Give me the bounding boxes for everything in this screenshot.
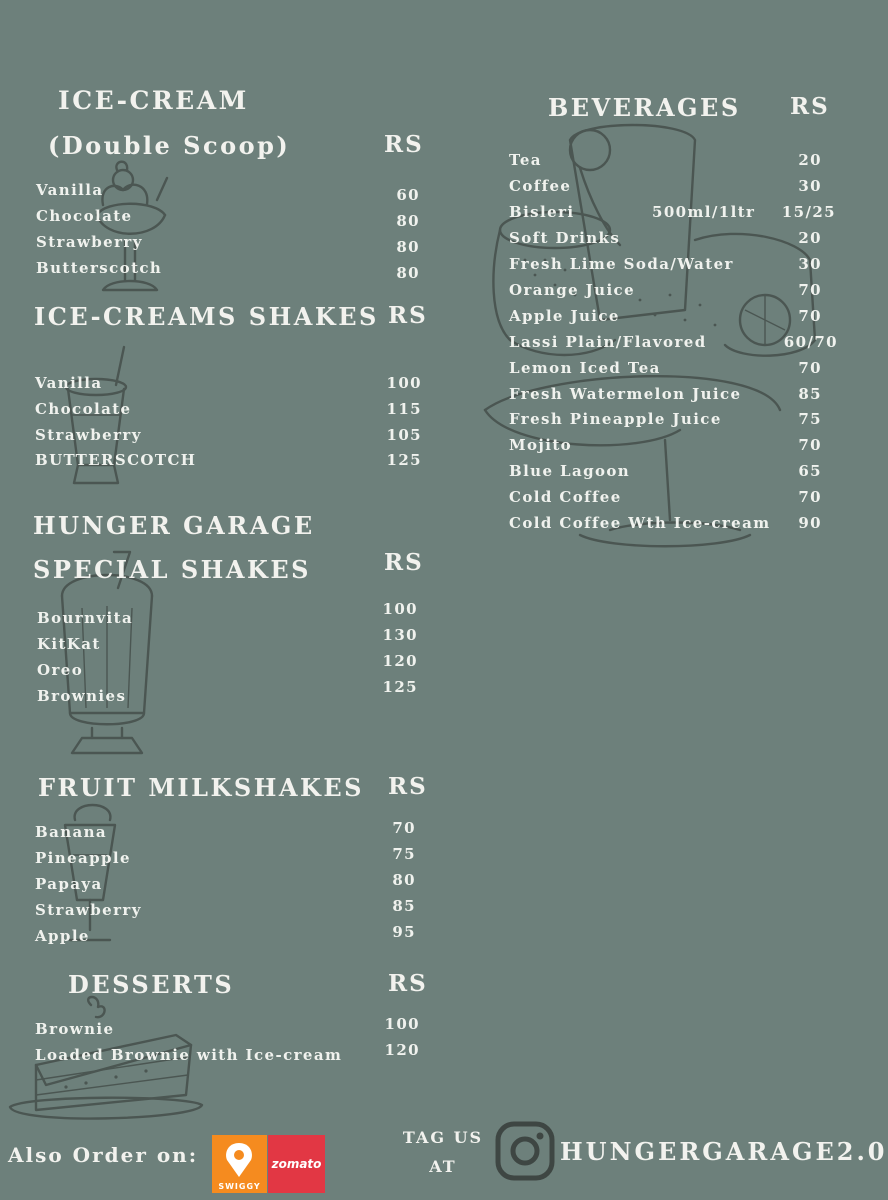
list-item: Butterscotch (36, 259, 163, 277)
list-item: Brownies (37, 687, 127, 705)
beverages-rs: RS (790, 93, 830, 120)
list-price: 30 (798, 255, 822, 273)
list-price: 85 (798, 385, 822, 403)
list-item: Strawberry (35, 901, 142, 919)
list-item: Fresh Watermelon Juice (509, 385, 742, 403)
tag-us-text: TAG US (402, 1128, 484, 1147)
list-item: Oreo (37, 661, 84, 679)
zomato-logo[interactable] (268, 1135, 325, 1193)
desserts-title: DESSERTS (68, 970, 235, 999)
instagram-icon[interactable] (494, 1120, 556, 1182)
list-item: Bournvita (37, 609, 134, 627)
list-price: 125 (386, 451, 422, 469)
list-price: 115 (386, 400, 422, 418)
list-price: 120 (384, 1041, 420, 1059)
list-item: Vanilla (36, 181, 104, 199)
cake-illustration (6, 995, 206, 1139)
list-price: 30 (798, 177, 822, 195)
fruit-rs: RS (388, 773, 428, 800)
list-price: 70 (798, 488, 822, 506)
list-price: 100 (382, 600, 418, 618)
beverages-title: BEVERAGES (548, 93, 741, 122)
list-item: Chocolate (35, 400, 132, 418)
list-item: Bisleri (509, 203, 575, 221)
list-item-size: 500ml/1ltr (652, 203, 756, 221)
list-price: 90 (798, 514, 822, 532)
list-price: 20 (798, 151, 822, 169)
list-item: Strawberry (35, 426, 142, 444)
list-item: Pineapple (35, 849, 131, 867)
zomato-label: zomato (271, 1157, 322, 1171)
list-item: Apple (35, 927, 90, 945)
list-item: Mojito (509, 436, 573, 454)
list-item: Loaded Brownie with Ice-cream (35, 1046, 343, 1064)
list-item: Chocolate (36, 207, 133, 225)
list-price: 105 (386, 426, 422, 444)
list-item: Orange Juice (509, 281, 636, 299)
list-price: 85 (392, 897, 416, 915)
special-title: HUNGER GARAGE (33, 511, 315, 540)
list-item: Cold Coffee (509, 488, 622, 506)
list-price: 20 (798, 229, 822, 247)
list-price: 100 (384, 1015, 420, 1033)
list-item: Lassi Plain/Flavored (509, 333, 707, 351)
list-price: 60/70 (783, 333, 838, 351)
list-item: Papaya (35, 875, 103, 893)
list-item: Fresh Pineapple Juice (509, 410, 722, 428)
shakes-rs: RS (388, 302, 428, 329)
list-item: Banana (35, 823, 108, 841)
swiggy-icon (212, 1137, 267, 1181)
list-price: 70 (798, 436, 822, 454)
list-item: KitKat (37, 635, 101, 653)
list-price: 70 (798, 359, 822, 377)
list-price: 95 (392, 923, 416, 941)
list-price: 70 (798, 281, 822, 299)
list-price: 80 (392, 871, 416, 889)
list-item: Cold Coffee Wth Ice-cream (509, 514, 771, 532)
list-price: 70 (798, 307, 822, 325)
swiggy-logo[interactable] (212, 1135, 267, 1193)
list-price: 80 (396, 264, 420, 282)
milkshake-illustration (64, 345, 144, 494)
list-item: Lemon Iced Tea (509, 359, 661, 377)
icecream-rs: RS (384, 131, 424, 158)
icecream-subtitle: (Double Scoop) (48, 131, 291, 160)
list-item: Tea (509, 151, 542, 169)
list-price: 70 (392, 819, 416, 837)
list-price: 125 (382, 678, 418, 696)
desserts-rs: RS (388, 970, 428, 997)
list-price: 65 (798, 462, 822, 480)
list-price: 120 (382, 652, 418, 670)
tag-at-text: AT (429, 1157, 457, 1176)
list-item: Vanilla (35, 374, 103, 392)
list-price: 80 (396, 238, 420, 256)
list-item: Coffee (509, 177, 572, 195)
list-price: 75 (798, 410, 822, 428)
list-item: Brownie (35, 1020, 115, 1038)
list-price: 100 (386, 374, 422, 392)
list-price: 130 (382, 626, 418, 644)
fruit-title: FRUIT MILKSHAKES (38, 773, 364, 802)
swiggy-label: SWIGGY (218, 1182, 261, 1191)
list-item: BUTTERSCOTCH (35, 451, 197, 469)
list-item: Strawberry (36, 233, 143, 251)
list-item: Soft Drinks (509, 229, 621, 247)
shakes-title: ICE-CREAMS SHAKES (34, 302, 379, 331)
special-subtitle: SPECIAL SHAKES (33, 555, 311, 584)
list-price: 15/25 (781, 203, 836, 221)
instagram-handle[interactable]: HUNGERGARAGE2.0 (560, 1137, 888, 1166)
list-item: Apple Juice (509, 307, 620, 325)
list-item: Blue Lagoon (509, 462, 631, 480)
list-price: 75 (392, 845, 416, 863)
special-rs: RS (384, 549, 424, 576)
list-item: Fresh Lime Soda/Water (509, 255, 734, 273)
also-order-text: Also Order on: (8, 1143, 199, 1167)
list-price: 60 (396, 186, 420, 204)
icecream-title: ICE-CREAM (58, 86, 249, 115)
list-price: 80 (396, 212, 420, 230)
